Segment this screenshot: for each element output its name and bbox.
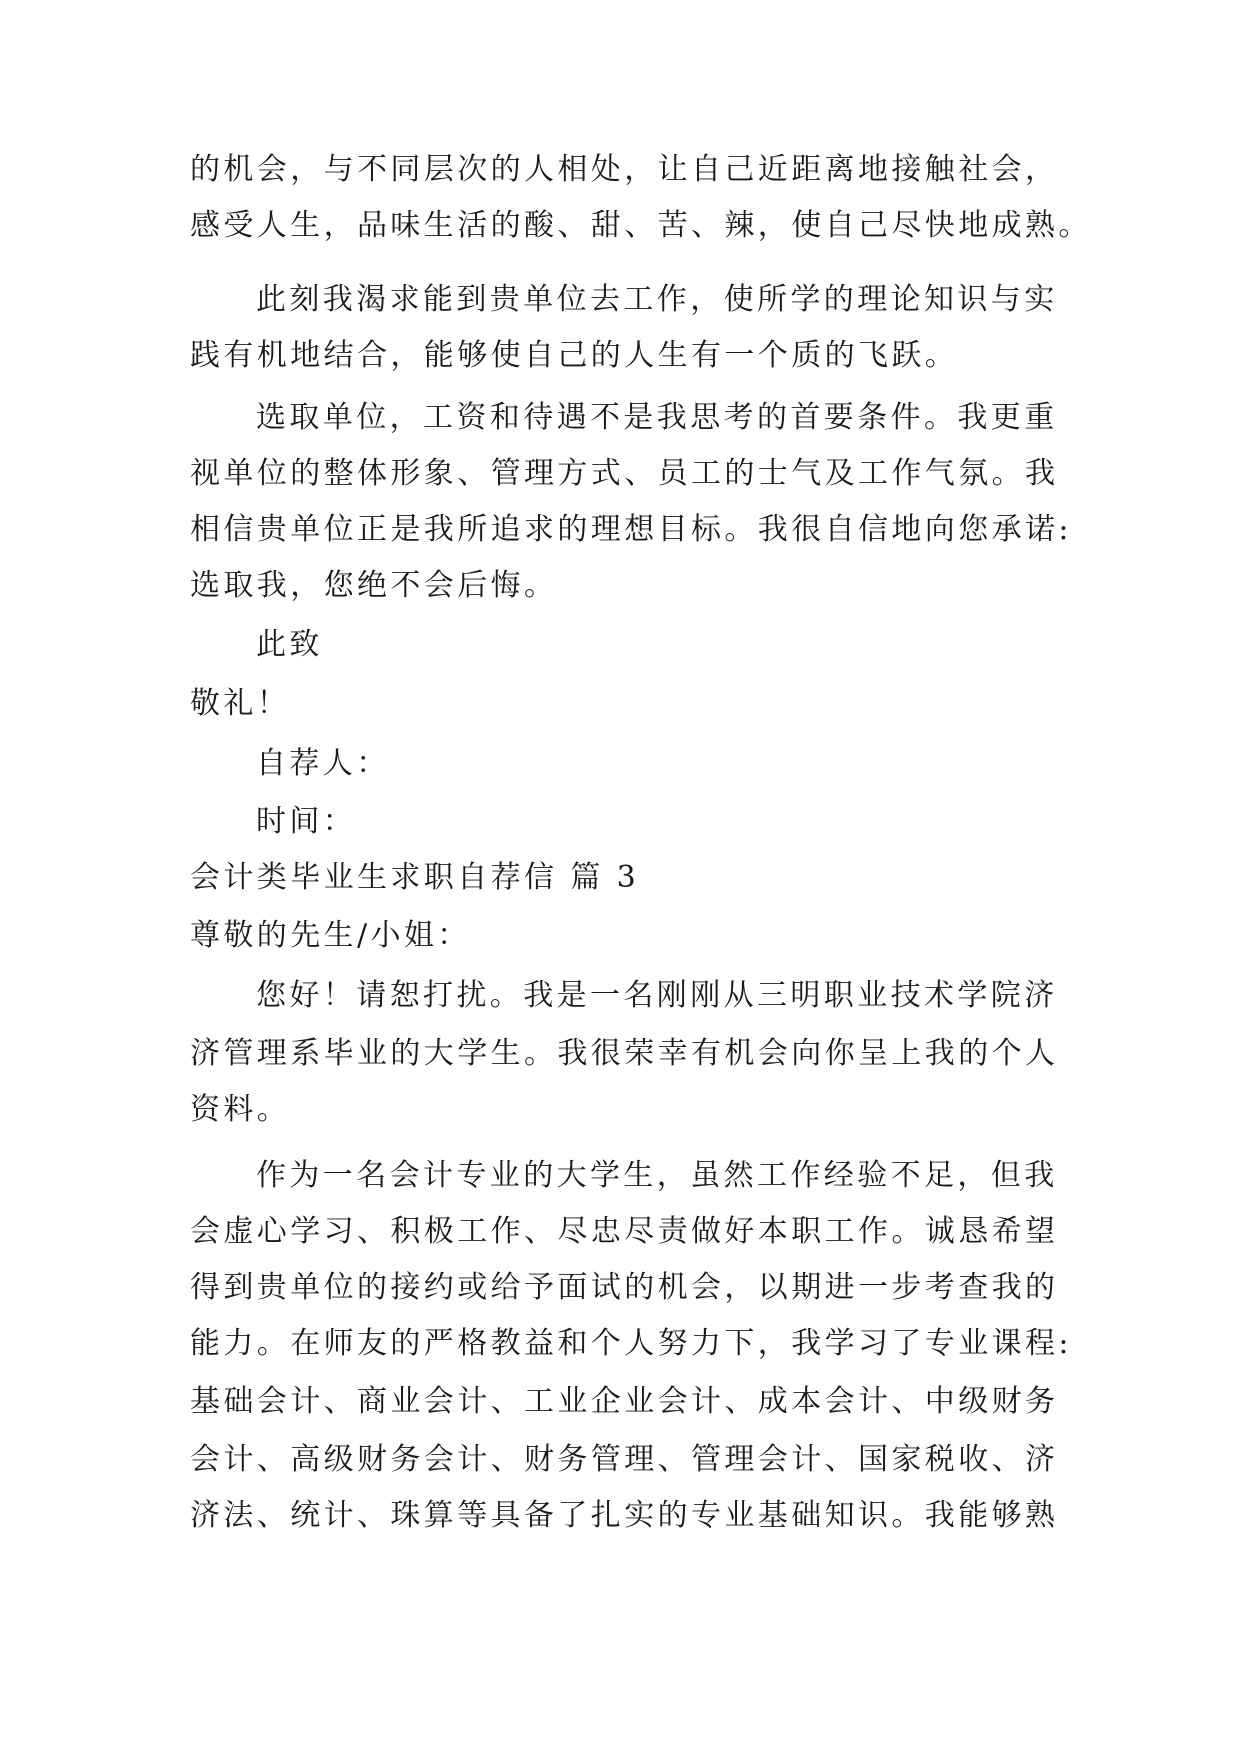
text-line: 践有机地结合，能够使自己的人生有一个质的飞跃。 xyxy=(190,338,959,373)
text-line: 会计、高级财务会计、财务管理、管理会计、国家税收、济 xyxy=(190,1442,1059,1477)
text-line: 能力。在师友的严格教益和个人努力下，我学习了专业课程: xyxy=(190,1326,1072,1361)
text-line: 此刻我渴求能到贵单位去工作，使所学的理论知识与实 xyxy=(256,282,1058,317)
salutation-regards: 敬礼！ xyxy=(190,686,291,721)
greeting: 尊敬的先生/小姐： xyxy=(190,918,471,953)
text-line: 感受人生，品味生活的酸、甜、苦、辣，使自己尽快地成熟。 xyxy=(190,208,1092,243)
text-line: 会虚心学习、积极工作、尽忠尽责做好本职工作。诚恳希望 xyxy=(190,1214,1059,1249)
text-line: 基础会计、商业会计、工业企业会计、成本会计、中级财务 xyxy=(190,1384,1059,1419)
text-line: 选取单位，工资和待遇不是我思考的首要条件。我更重 xyxy=(256,400,1058,435)
signature-label: 自荐人： xyxy=(256,746,390,781)
text-line: 得到贵单位的接约或给予面试的机会，以期进一步考查我的 xyxy=(190,1270,1059,1305)
text-line: 济管理系毕业的大学生。我很荣幸有机会向你呈上我的个人 xyxy=(190,1036,1059,1071)
text-line: 视单位的整体形象、管理方式、员工的士气及工作气氛。我 xyxy=(190,456,1059,491)
text-line: 选取我，您绝不会后悔。 xyxy=(190,568,558,603)
text-line: 的机会，与不同层次的人相处，让自己近距离地接触社会， xyxy=(190,152,1059,187)
text-line: 相信贵单位正是我所追求的理想目标。我很自信地向您承诺: xyxy=(190,512,1072,547)
text-line: 您好！请恕打扰。我是一名刚刚从三明职业技术学院济 xyxy=(256,978,1058,1013)
date-label: 时间： xyxy=(256,804,357,839)
text-line: 资料。 xyxy=(190,1092,291,1127)
salutation-closing: 此致 xyxy=(256,627,323,662)
text-line: 作为一名会计专业的大学生，虽然工作经验不足，但我 xyxy=(256,1158,1058,1193)
text-line: 济法、统计、珠算等具备了扎实的专业基础知识。我能够熟 xyxy=(190,1498,1059,1533)
section-heading: 会计类毕业生求职自荐信 篇 3 xyxy=(190,860,640,895)
